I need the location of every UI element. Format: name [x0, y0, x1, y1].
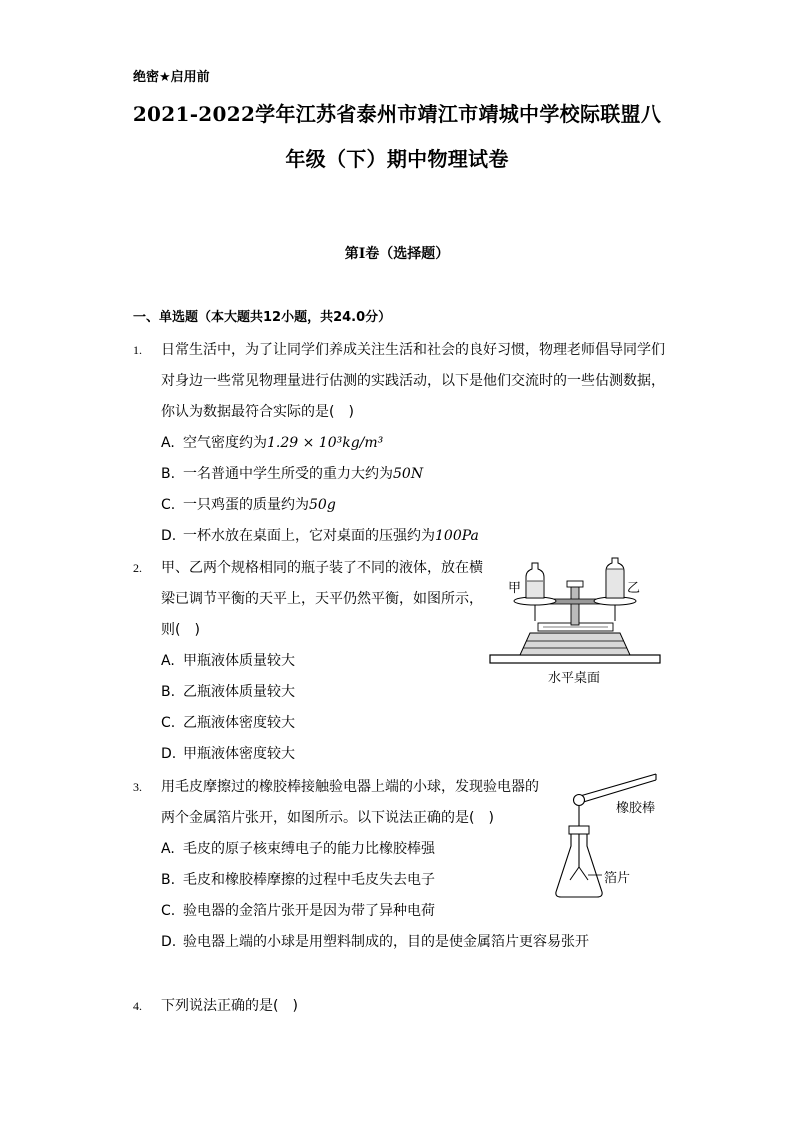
option-b[interactable] — [161, 463, 423, 483]
option-text: 乙瓶液体质量较大 — [183, 684, 295, 700]
option-text: 甲瓶液体密度较大 — [183, 746, 295, 762]
option-b[interactable] — [161, 869, 435, 889]
option-b[interactable] — [161, 681, 295, 701]
option-key: D. — [161, 934, 177, 950]
section-heading: 第I卷（选择题） — [344, 246, 450, 262]
question-text-line: 则( ) — [161, 622, 200, 638]
balance-figure — [488, 555, 663, 690]
part-heading: 一、单选题（本大题共12小题，共24.0分） — [133, 310, 392, 325]
option-math: 1.29 × 10³kg/m³ — [267, 435, 384, 451]
question-text-line: 你认为数据最符合实际的是( ) — [161, 404, 354, 420]
option-c[interactable] — [161, 900, 435, 920]
option-text: 一杯水放在桌面上，它对桌面的压强约为 — [183, 528, 435, 544]
option-text: 验电器的金箔片张开是因为带了异种电荷 — [183, 903, 435, 919]
option-text: 毛皮的原子核束缚电子的能力比橡胶棒强 — [183, 841, 435, 857]
option-d[interactable] — [161, 525, 479, 545]
option-key: A. — [161, 653, 175, 669]
option-text: 一名普通中学生所受的重力大约为 — [183, 466, 393, 482]
foil-label: 箔片 — [604, 871, 631, 886]
option-text: 验电器上端的小球是用塑料制成的，目的是使金属箔片更容易张开 — [183, 934, 589, 950]
option-key: B. — [161, 466, 176, 482]
option-math: 50N — [393, 466, 424, 482]
option-text: 甲瓶液体质量较大 — [183, 653, 295, 669]
left-bottle-label: 甲 — [508, 581, 522, 596]
question-number: 1. — [133, 343, 142, 357]
option-c[interactable] — [161, 494, 336, 514]
option-text: 毛皮和橡胶棒摩擦的过程中毛皮失去电子 — [183, 872, 435, 888]
confidential-mark: 绝密★启用前 — [133, 70, 210, 85]
question-text-line: 两个金属箔片张开，如图所示。以下说法正确的是( ) — [161, 810, 494, 826]
option-a[interactable] — [161, 432, 383, 452]
question-number: 2. — [133, 561, 142, 575]
option-key: C. — [161, 497, 176, 513]
table-label: 水平桌面 — [548, 671, 601, 686]
option-d[interactable] — [161, 931, 589, 951]
option-text: 空气密度约为 — [183, 435, 267, 451]
option-key: D. — [161, 528, 177, 544]
option-math: 100Pa — [435, 528, 479, 544]
question-text-line: 对身边一些常见物理量进行估测的实践活动，以下是他们交流时的一些估测数据， — [161, 373, 665, 389]
exam-title-line1: 2021-2022学年江苏省泰州市靖江市靖城中学校际联盟八 — [132, 102, 662, 126]
option-key: C. — [161, 903, 176, 919]
question-text-line: 梁已调节平衡的天平上，天平仍然平衡，如图所示， — [161, 591, 483, 607]
option-a[interactable] — [161, 650, 295, 670]
option-key: A. — [161, 435, 175, 451]
option-d[interactable] — [161, 743, 295, 763]
electroscope-figure — [550, 770, 670, 905]
question-number: 3. — [133, 780, 142, 794]
question-number: 4. — [133, 999, 142, 1013]
right-bottle-label: 乙 — [627, 581, 641, 596]
question-text-line: 日常生活中，为了让同学们养成关注生活和社会的良好习惯，物理老师倡导同学们 — [161, 342, 665, 358]
option-key: B. — [161, 872, 176, 888]
question-text-line: 甲、乙两个规格相同的瓶子装了不同的液体，放在横 — [161, 560, 483, 576]
option-key: A. — [161, 841, 175, 857]
option-math: 50g — [309, 497, 336, 513]
rod-label: 橡胶棒 — [616, 801, 656, 816]
option-c[interactable] — [161, 712, 295, 732]
option-text: 一只鸡蛋的质量约为 — [183, 497, 309, 513]
option-key: C. — [161, 715, 176, 731]
option-key: B. — [161, 684, 176, 700]
option-text: 乙瓶液体密度较大 — [183, 715, 295, 731]
option-key: D. — [161, 746, 177, 762]
option-a[interactable] — [161, 838, 435, 858]
question-text-line: 用毛皮摩擦过的橡胶棒接触验电器上端的小球，发现验电器的 — [161, 779, 539, 795]
exam-title-line2: 年级（下）期中物理试卷 — [285, 147, 509, 171]
question-text-line: 下列说法正确的是( ) — [161, 998, 298, 1014]
